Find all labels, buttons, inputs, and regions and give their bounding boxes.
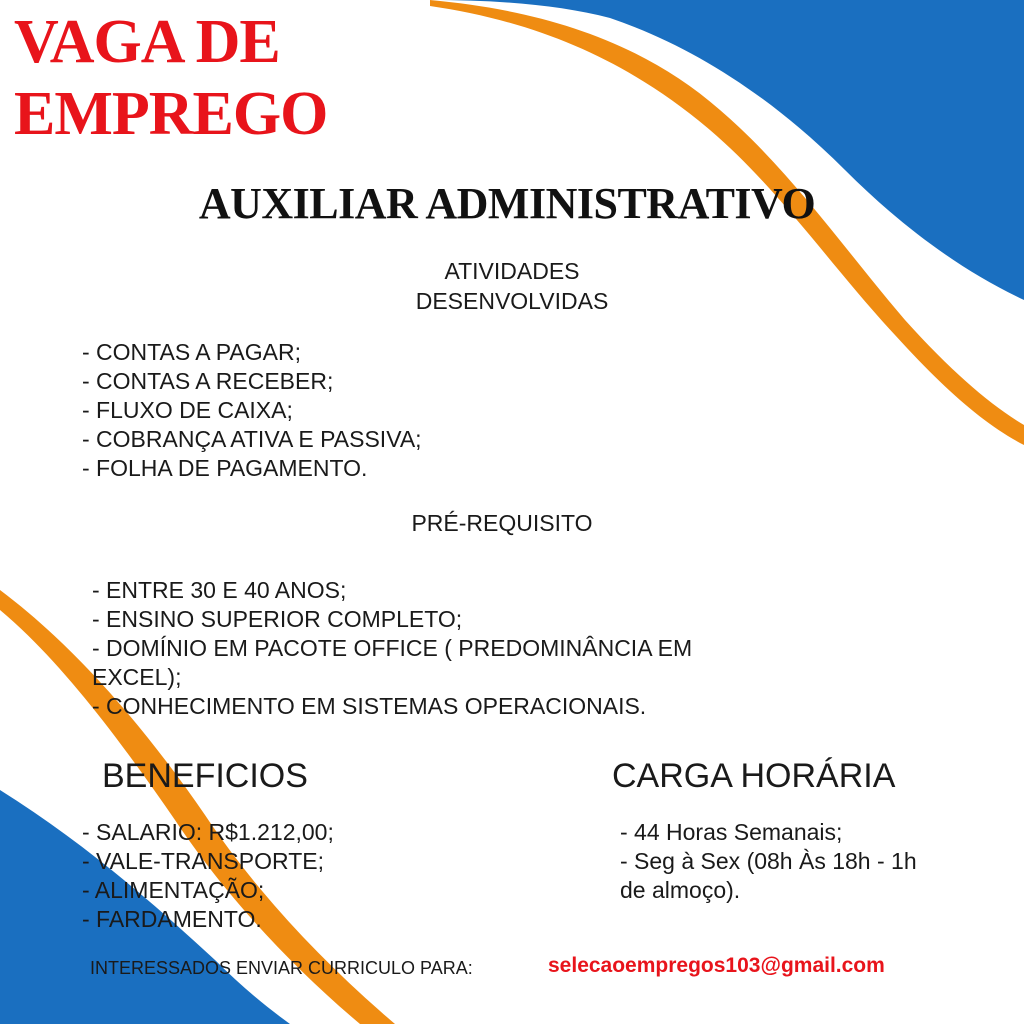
job-title: AUXILIAR ADMINISTRATIVO	[198, 179, 816, 228]
list-item: - FARDAMENTO.	[82, 906, 262, 932]
list-item: - DOMÍNIO EM PACOTE OFFICE ( PREDOMINÂNCIA EM	[92, 635, 693, 661]
activities-heading	[0, 256, 1024, 316]
footer-label: INTERESSADOS ENVIAR CURRICULO PARA:	[90, 958, 473, 978]
list-item: - COBRANÇA ATIVA E PASSIVA;	[82, 426, 422, 452]
activities-heading-line-2: DESENVOLVIDAS	[415, 288, 609, 314]
headline	[14, 6, 327, 150]
headline-line-1: VAGA DE	[14, 8, 280, 76]
list-item: - 44 Horas Semanais;	[620, 819, 843, 845]
list-item: - SALARIO: R$1.212,00;	[82, 819, 334, 845]
top-blue-wave	[430, 0, 1024, 300]
list-item: - CONHECIMENTO EM SISTEMAS OPERACIONAIS.	[92, 693, 647, 719]
list-item: - ENSINO SUPERIOR COMPLETO;	[92, 606, 463, 632]
list-item: - VALE-TRANSPORTE;	[82, 848, 324, 874]
list-item: - FOLHA DE PAGAMENTO.	[82, 455, 368, 481]
list-item: - CONTAS A PAGAR;	[82, 339, 301, 365]
list-item: EXCEL);	[92, 664, 182, 690]
list-item: - ALIMENTAÇÃO;	[82, 877, 265, 903]
list-item: de almoço).	[620, 877, 741, 903]
schedule-heading: CARGA HORÁRIA	[612, 757, 896, 795]
list-item: - FLUXO DE CAIXA;	[82, 397, 293, 423]
schedule-list	[620, 818, 917, 905]
list-item: - ENTRE 30 E 40 ANOS;	[92, 577, 347, 603]
activities-heading-line-1: ATIVIDADES	[444, 258, 580, 284]
requirements-list	[92, 576, 692, 721]
requirements-heading: PRÉ-REQUISITO	[411, 510, 593, 536]
benefits-list	[82, 818, 334, 934]
benefits-heading: BENEFICIOS	[102, 757, 308, 795]
list-item: - CONTAS A RECEBER;	[82, 368, 334, 394]
list-item: - Seg à Sex (08h Às 18h - 1h	[620, 848, 917, 874]
headline-line-2: EMPREGO	[14, 80, 328, 148]
activities-list	[82, 338, 422, 483]
contact-email-link[interactable]: selecaoempregos103@gmail.com	[548, 954, 885, 977]
